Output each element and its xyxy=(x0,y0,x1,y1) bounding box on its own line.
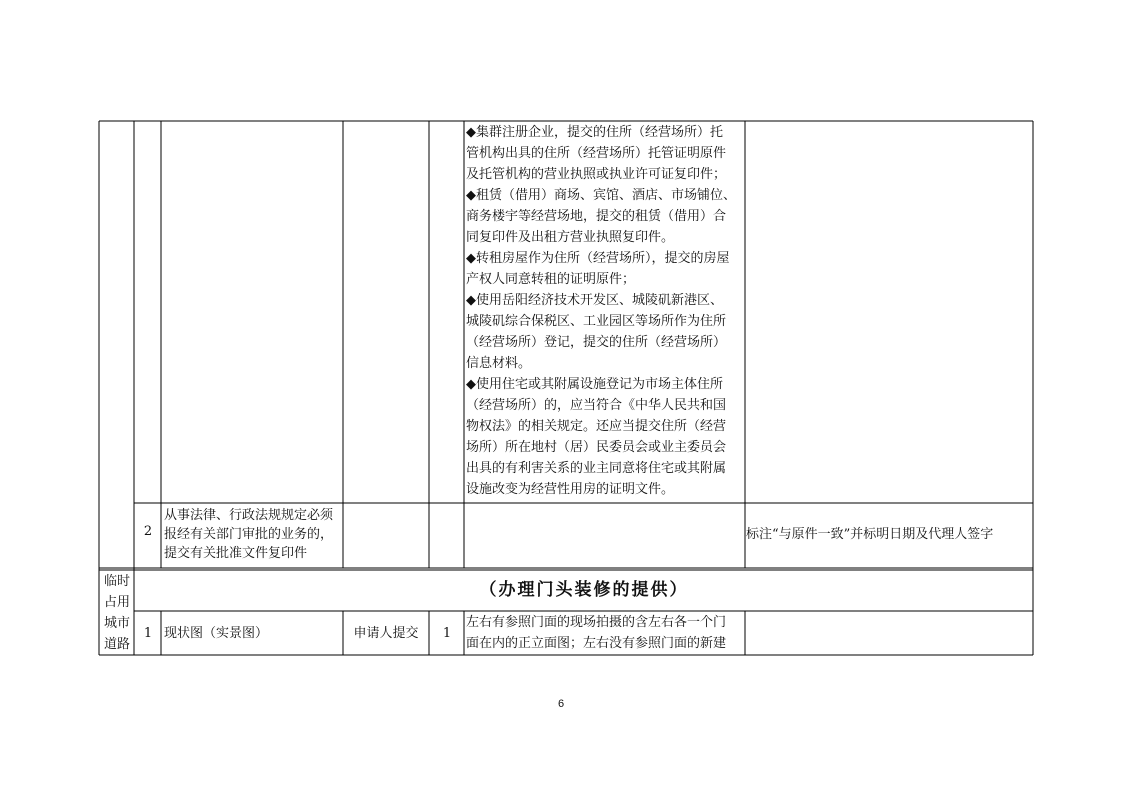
material-name: 现状图（实景图） xyxy=(164,626,269,641)
requirement-line: ◆集群注册企业，提交的住所（经营场所）托 xyxy=(466,125,723,140)
row-number: 2 xyxy=(143,524,153,539)
approval-document-description xyxy=(164,506,346,563)
requirement-line: 设施改变为经营性用房的证明文件。 xyxy=(466,482,675,497)
requirement-line: ◆租赁（借用）商场、宾馆、酒店、市场铺位、 xyxy=(466,188,736,203)
category-label-line: 临时 xyxy=(103,574,130,589)
requirement-line: （经营场所）登记，提交的住所（经营场所） xyxy=(466,335,727,350)
category-label-line: 占用 xyxy=(103,595,130,610)
description-line: 提交有关批准文件复印件 xyxy=(164,546,308,561)
requirement-line: ◆使用住宅或其附属设施登记为市场主体住所 xyxy=(466,377,723,392)
copy-count: 1 xyxy=(442,626,452,641)
detail-line: 左右有参照门面的现场拍摄的含左右各一个门 xyxy=(466,615,727,630)
requirement-line: 城陵矶综合保税区、工业园区等场所作为住所 xyxy=(466,314,727,329)
requirement-line: ◆使用岳阳经济技术开发区、城陵矶新港区、 xyxy=(466,293,723,308)
requirement-line: 及托管机构的营业执照或执业许可证复印件； xyxy=(466,167,727,182)
requirement-line: 商务楼宇等经营场地，提交的租赁（借用）合 xyxy=(466,209,727,224)
requirement-line: ◆转租房屋作为住所（经营场所），提交的房屋 xyxy=(466,251,730,266)
requirement-line: 同复印件及出租方营业执照复印件。 xyxy=(466,230,675,245)
material-detail xyxy=(466,612,746,654)
description-line: 报经有关部门审批的业务的， xyxy=(164,527,334,542)
requirement-line: 信息材料。 xyxy=(466,356,532,371)
row-number: 1 xyxy=(143,626,153,641)
residence-requirements-cell xyxy=(466,122,746,500)
certification-note: 标注“与原件一致”并标明日期及代理人签字 xyxy=(746,527,994,542)
section-heading: （办理门头装修的提供） xyxy=(479,580,689,600)
category-label-line: 道路 xyxy=(103,637,130,652)
category-label xyxy=(100,571,134,655)
category-label-line: 城市 xyxy=(103,616,130,631)
page-number: 6 xyxy=(557,698,565,710)
description-line: 从事法律、行政法规规定必须 xyxy=(164,508,334,523)
requirement-line: 管机构出具的住所（经营场所）托管证明原件 xyxy=(466,146,727,161)
requirement-line: 产权人同意转租的证明原件； xyxy=(466,272,636,287)
requirement-line: 物权法》的相关规定。还应当提交住所（经营 xyxy=(466,419,727,434)
requirement-line: （经营场所）的，应当符合《中华人民共和国 xyxy=(466,398,727,413)
requirement-line: 场所）所在地村（居）民委员会或业主委员会 xyxy=(466,440,727,455)
submitter: 申请人提交 xyxy=(353,626,419,641)
requirement-line: 出具的有利害关系的业主同意将住宅或其附属 xyxy=(466,461,727,476)
detail-line: 面在内的正立面图；左右没有参照门面的新建 xyxy=(466,636,727,651)
